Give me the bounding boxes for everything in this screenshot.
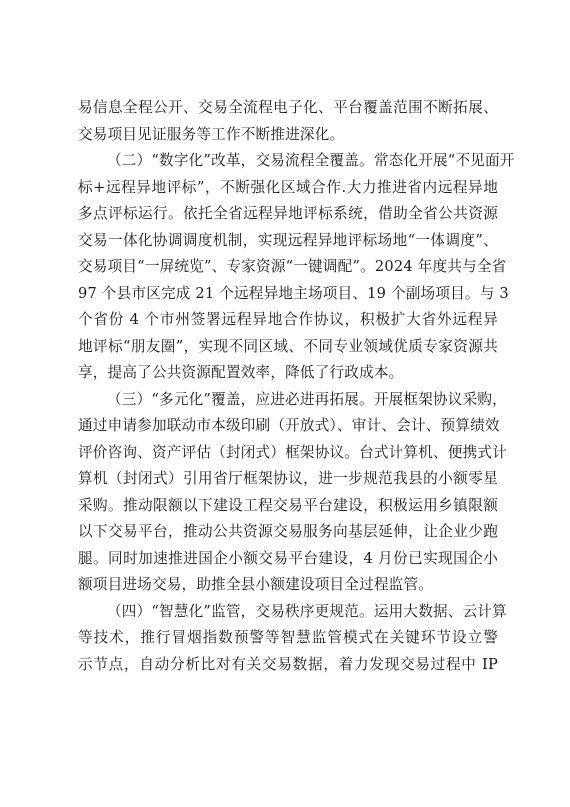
text-line: 交易一体化协调调度机制，实现远程异地评标场地“一体调度”、 bbox=[78, 231, 498, 249]
text-line: 示节点，自动分析比对有关交易数据，着力发现交易过程中 IP bbox=[78, 655, 498, 673]
text-line: 算机（封闭式）引用省厅框架协议，进一步规范我县的小额零星 bbox=[78, 470, 498, 487]
text-line: 享，提高了公共资源配置效率，降低了行政成本。 bbox=[78, 364, 404, 381]
text-line: 交易项目见证服务等工作不断推进深化。 bbox=[78, 125, 345, 143]
text-line: 评价咨询、资产评估（封闭式）框架协议。台式计算机、便携式计 bbox=[78, 443, 508, 461]
text-line: 易信息全程公开、交易全流程电子化、平台覆盖范围不断拓展、 bbox=[78, 99, 498, 116]
text-line: 标+远程异地评标”，不断强化区域合作.大力推进省内远程异地 bbox=[78, 178, 498, 196]
document-body bbox=[78, 95, 515, 678]
text-line: 等技术，推行冒烟指数预警等智慧监管模式在关键环节设立警 bbox=[78, 629, 498, 646]
text-line: 97 个县市区完成 21 个远程异地主场项目、19 个副场项目。与 3 bbox=[78, 284, 509, 302]
section-heading-line: （三）“多元化”覆盖，应进必进再拓展。开展框架协议采购， bbox=[107, 390, 507, 408]
text-line: 交易项目“一屏统览”、专家资源“一键调配”。2024 年度共与全省 bbox=[78, 258, 507, 275]
text-line: 采购。推动限额以下建设工程交易平台建设，积极运用乡镇限额 bbox=[78, 496, 498, 514]
section-heading-line: （二）“数字化”改革，交易流程全覆盖。常态化开展“不见面开 bbox=[107, 152, 515, 169]
text-line: 地评标“朋友圈”，实现不同区域、不同专业领域优质专家资源共 bbox=[78, 337, 498, 355]
text-line: 通过申请参加联动市本级印刷（开放式）、审计、会计、预算绩效 bbox=[78, 417, 500, 434]
text-line: 个省份 4 个市州签署远程异地合作协议，积极扩大省外远程异 bbox=[78, 311, 498, 328]
text-line: 腿。同时加速推进国企小额交易平台建设，4 月份已实现国企小 bbox=[78, 549, 498, 567]
section-heading-line: （四）“智慧化”监管，交易秩序更规范。运用大数据、云计算 bbox=[107, 602, 507, 620]
text-line: 额项目进场交易，助推全县小额建设项目全过程监管。 bbox=[78, 576, 434, 593]
text-line: 以下交易平台，推动公共资源交易服务向基层延伸，让企业少跑 bbox=[78, 523, 498, 540]
text-line: 多点评标运行。依托全省远程异地评标系统，借助全省公共资源 bbox=[78, 205, 498, 222]
